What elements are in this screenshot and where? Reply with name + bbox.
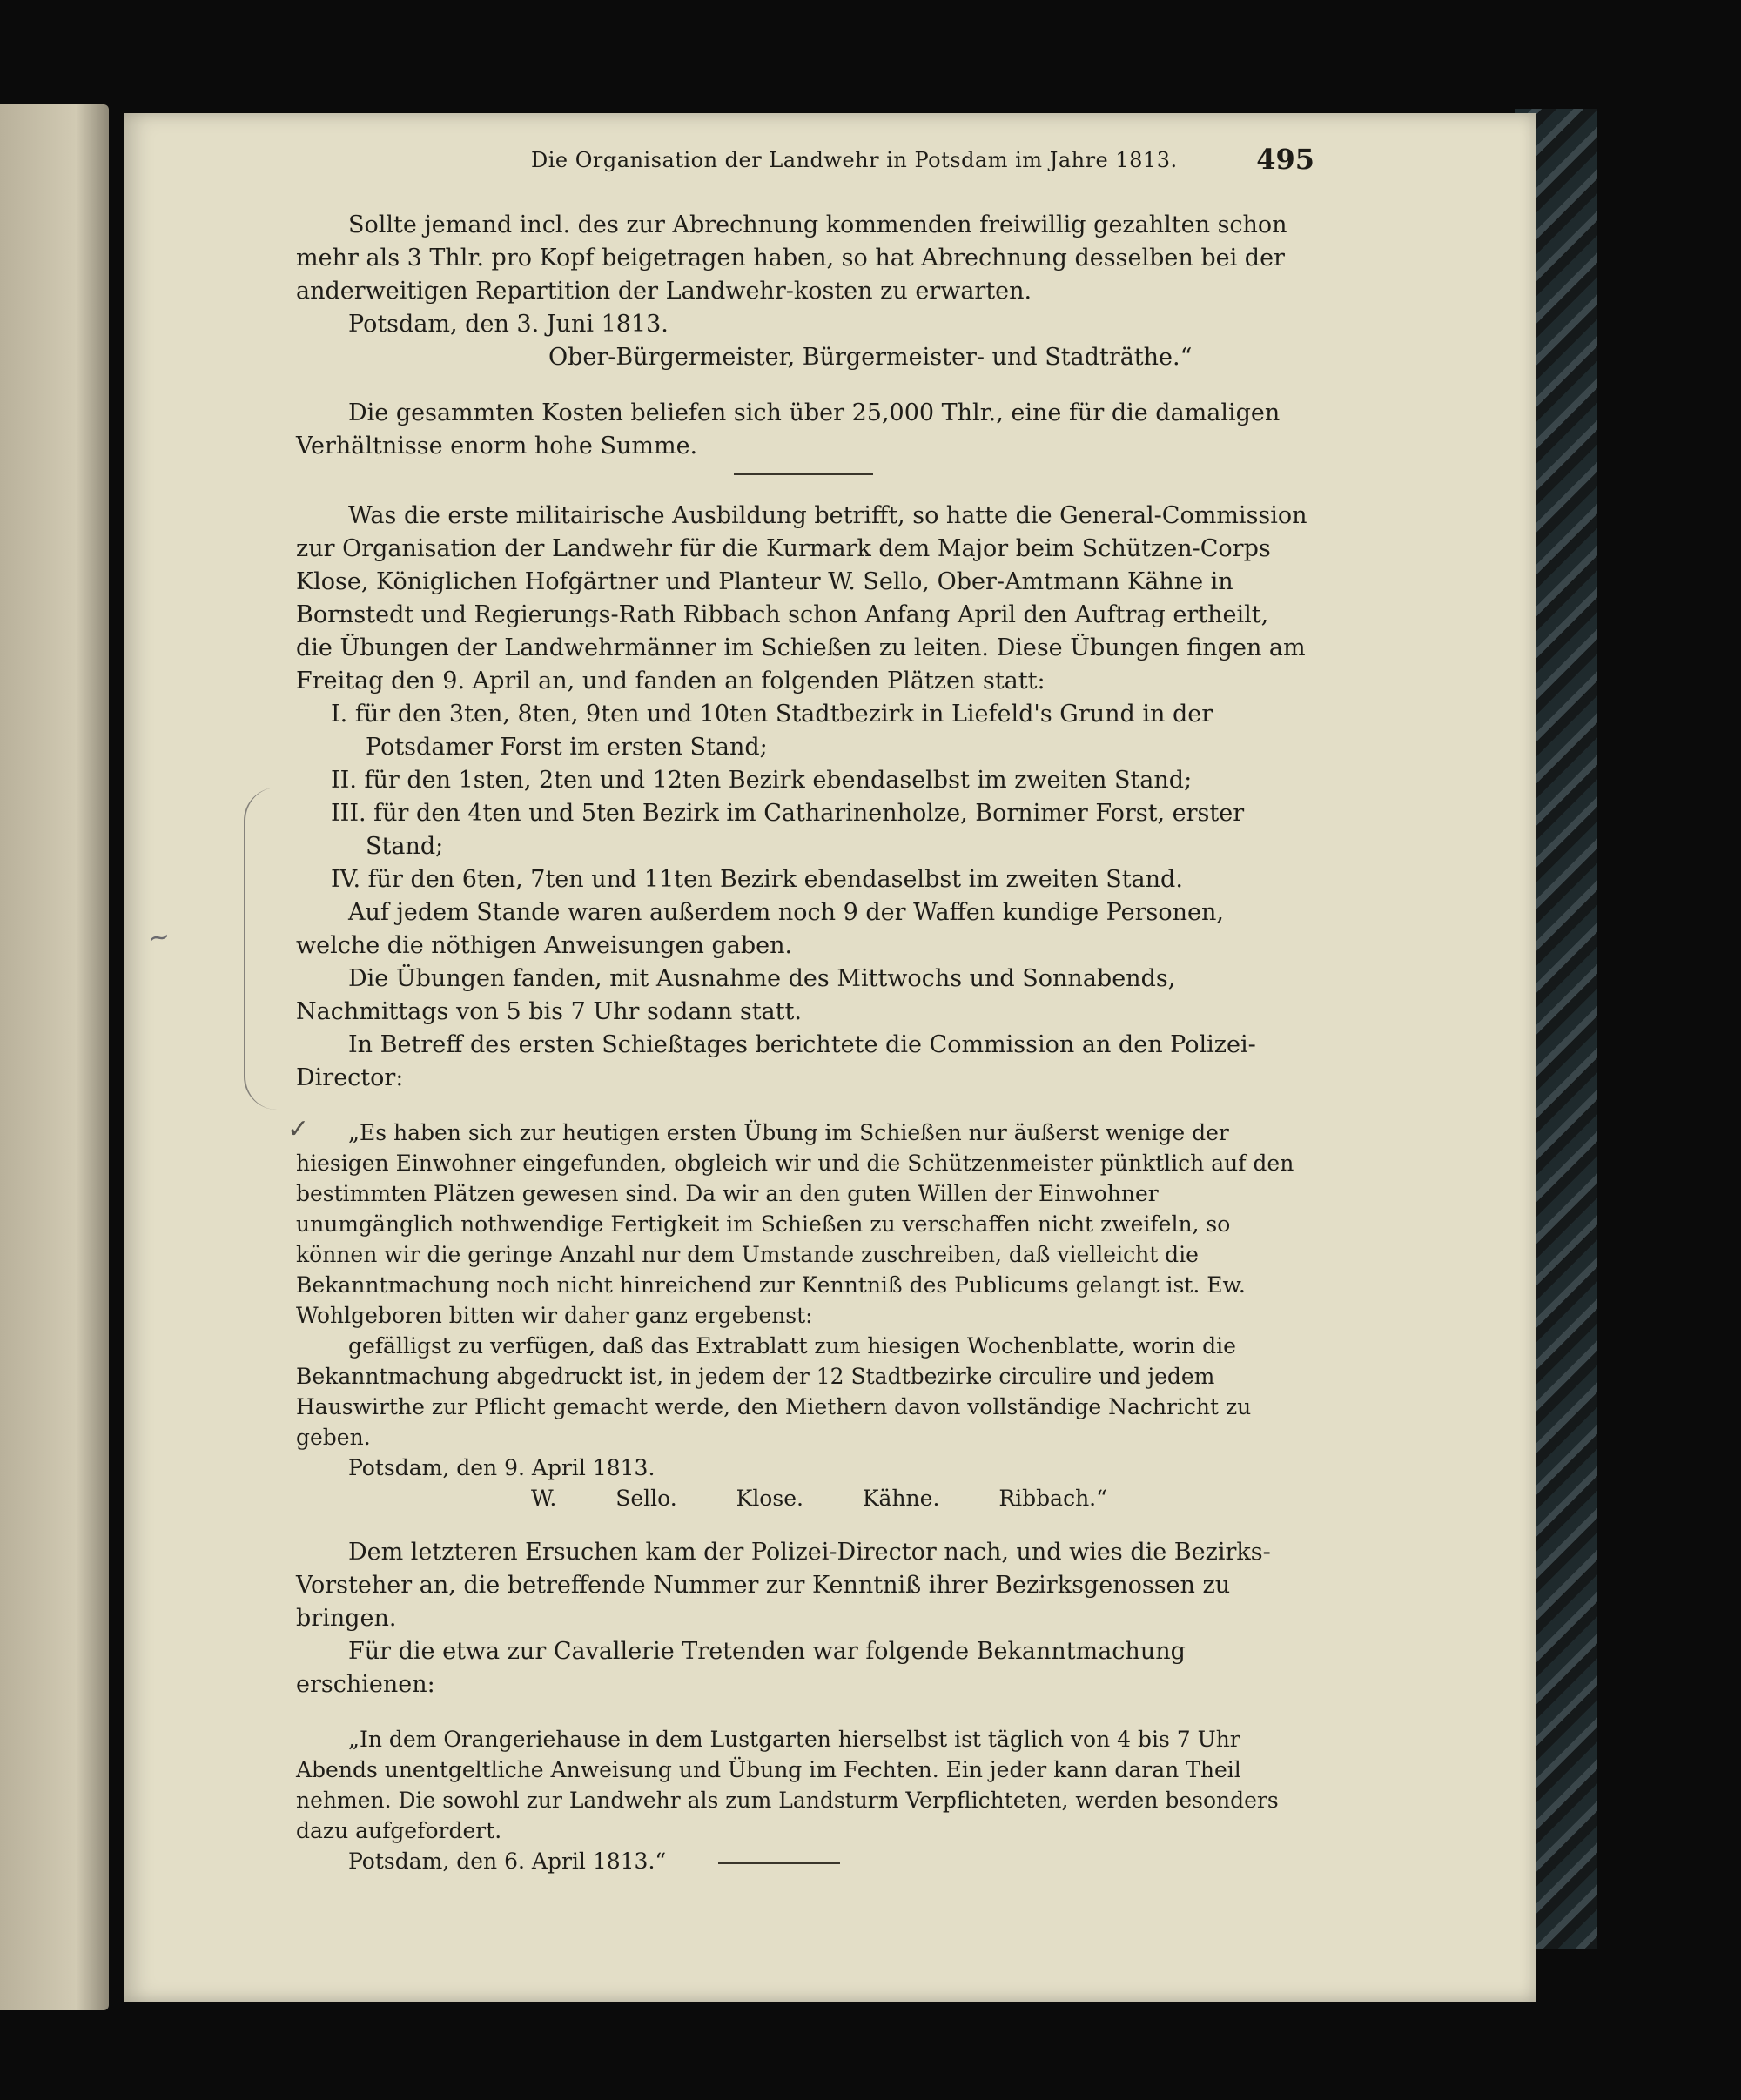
- signature-line: Ober-Bürgermeister, Bürgermeister- und Stadträthe.“: [548, 344, 1193, 371]
- dateline: Potsdam, den 6. April 1813.“: [348, 1848, 667, 1874]
- quotation: „Es haben sich zur heutigen ersten Übung im Schießen nur äußerst wenige der hiesigen Einwohner eingefunden, obgleich wir und die Schützenmeister pünktlich auf den bestimmten Plätzen gewesen sind. Da wir an den guten Willen der Einwohner unumgänglich nothwendige Fertigkeit im Schießen zu verschaffen nicht zweifeln, so können wir die geringe Anzahl nur dem Umstande zuschreiben, daß vielleicht die Bekanntmachung noch nicht hinreichend zur Kenntniß des Publicums gelangt ist. Ew. Wohlgeboren bitten wir daher ganz ergebenst:: [296, 1120, 1294, 1328]
- list-item: I. für den 3ten, 8ten, 9ten und 10ten Stadtbezirk in Liefeld's Grund in der Potsdamer Forst im ersten Stand;: [331, 701, 1213, 761]
- paragraph: Auf jedem Stande waren außerdem noch 9 der Waffen kundige Personen, welche die nöthigen Anweisungen gaben.: [296, 899, 1224, 959]
- running-title: Die Organisation der Landwehr in Potsdam im Jahre 1813.: [531, 148, 1178, 172]
- paragraph: Dem letzteren Ersuchen kam der Polizei-Director nach, und wies die Bezirks-Vorsteher an, die betreffende Nummer zur Kenntniß ihrer Bezirksgenossen zu bringen.: [296, 1539, 1271, 1632]
- dateline: Potsdam, den 9. April 1813.: [348, 1455, 655, 1480]
- list-item: II. für den 1sten, 2ten und 12ten Bezirk ebendaselbst im zweiten Stand;: [331, 767, 1193, 794]
- facing-page-edge: [0, 104, 109, 2010]
- paragraph: Was die erste militairische Ausbildung betrifft, so hatte die General-Commission zur Organisation der Landwehr für die Kurmark dem Major beim Schützen-Corps Klose, Königlichen Hofgärtner und Planteur W. Sello, Ober-Amtmann Kähne in Bornstedt und Regierungs-Rath Ribbach schon Anfang April den Auftrag ertheilt, die Übungen der Landwehrmänner im Schießen zu leiten. Diese Übungen fingen am Freitag den 9. April an, und fanden an folgenden Plätzen statt:: [296, 502, 1307, 694]
- handwritten-margin-note: ~: [145, 921, 172, 955]
- closing-rule: [718, 1862, 840, 1864]
- quotation: „In dem Orangeriehause in dem Lustgarten hierselbst ist täglich von 4 bis 7 Uhr Abends unentgeltliche Anweisung und Übung im Fechten. Ein jeder kann daran Theil nehmen. Die sowohl zur Landwehr als zum Landsturm Verpflichteten, werden besonders dazu aufgefordert.: [296, 1727, 1279, 1843]
- paragraph: In Betreff des ersten Schießtages berichtete die Commission an den Polizei-Director:: [296, 1031, 1256, 1091]
- paragraph: Sollte jemand incl. des zur Abrechnung kommenden freiwillig gezahlten schon mehr als 3 Thlr. pro Kopf beigetragen haben, so hat Abrechnung desselben bei der anderweitigen Repartition der Landwehr-kosten zu erwarten.: [296, 211, 1287, 305]
- page-number: 495: [1256, 143, 1314, 176]
- quotation: gefälligst zu verfügen, daß das Extrablatt zum hiesigen Wochenblatte, worin die Bekanntmachung abgedruckt ist, in jedem der 12 Stadtbezirke circulire und jedem Hauswirthe zur Pflicht gemacht werde, den Miethern davon vollständige Nachricht zu geben.: [296, 1333, 1252, 1450]
- paragraph: Für die etwa zur Cavallerie Tretenden war folgende Bekanntmachung erschienen:: [296, 1638, 1186, 1698]
- paragraph: Die Übungen fanden, mit Ausnahme des Mittwochs und Sonnabends, Nachmittags von 5 bis 7 Uhr sodann statt.: [296, 965, 1176, 1025]
- section-divider: [734, 473, 873, 475]
- page-body: [296, 209, 1310, 1876]
- dateline-with-rule: [296, 1846, 1310, 1876]
- list-item: III. für den 4ten und 5ten Bezirk im Catharinenholze, Bornimer Forst, erster Stand;: [331, 800, 1245, 860]
- margin-bracket-mark: [244, 788, 277, 1110]
- dateline: Potsdam, den 3. Juni 1813.: [348, 311, 669, 338]
- check-mark-icon: ✓: [287, 1114, 310, 1144]
- signature-line: W. Sello. Klose. Kähne. Ribbach.“: [531, 1486, 1107, 1511]
- list-item: IV. für den 6ten, 7ten und 11ten Bezirk ebendaselbst im zweiten Stand.: [331, 866, 1183, 893]
- paragraph: Die gesammten Kosten beliefen sich über 25,000 Thlr., eine für die damaligen Verhältnisse enorm hohe Summe.: [296, 399, 1281, 460]
